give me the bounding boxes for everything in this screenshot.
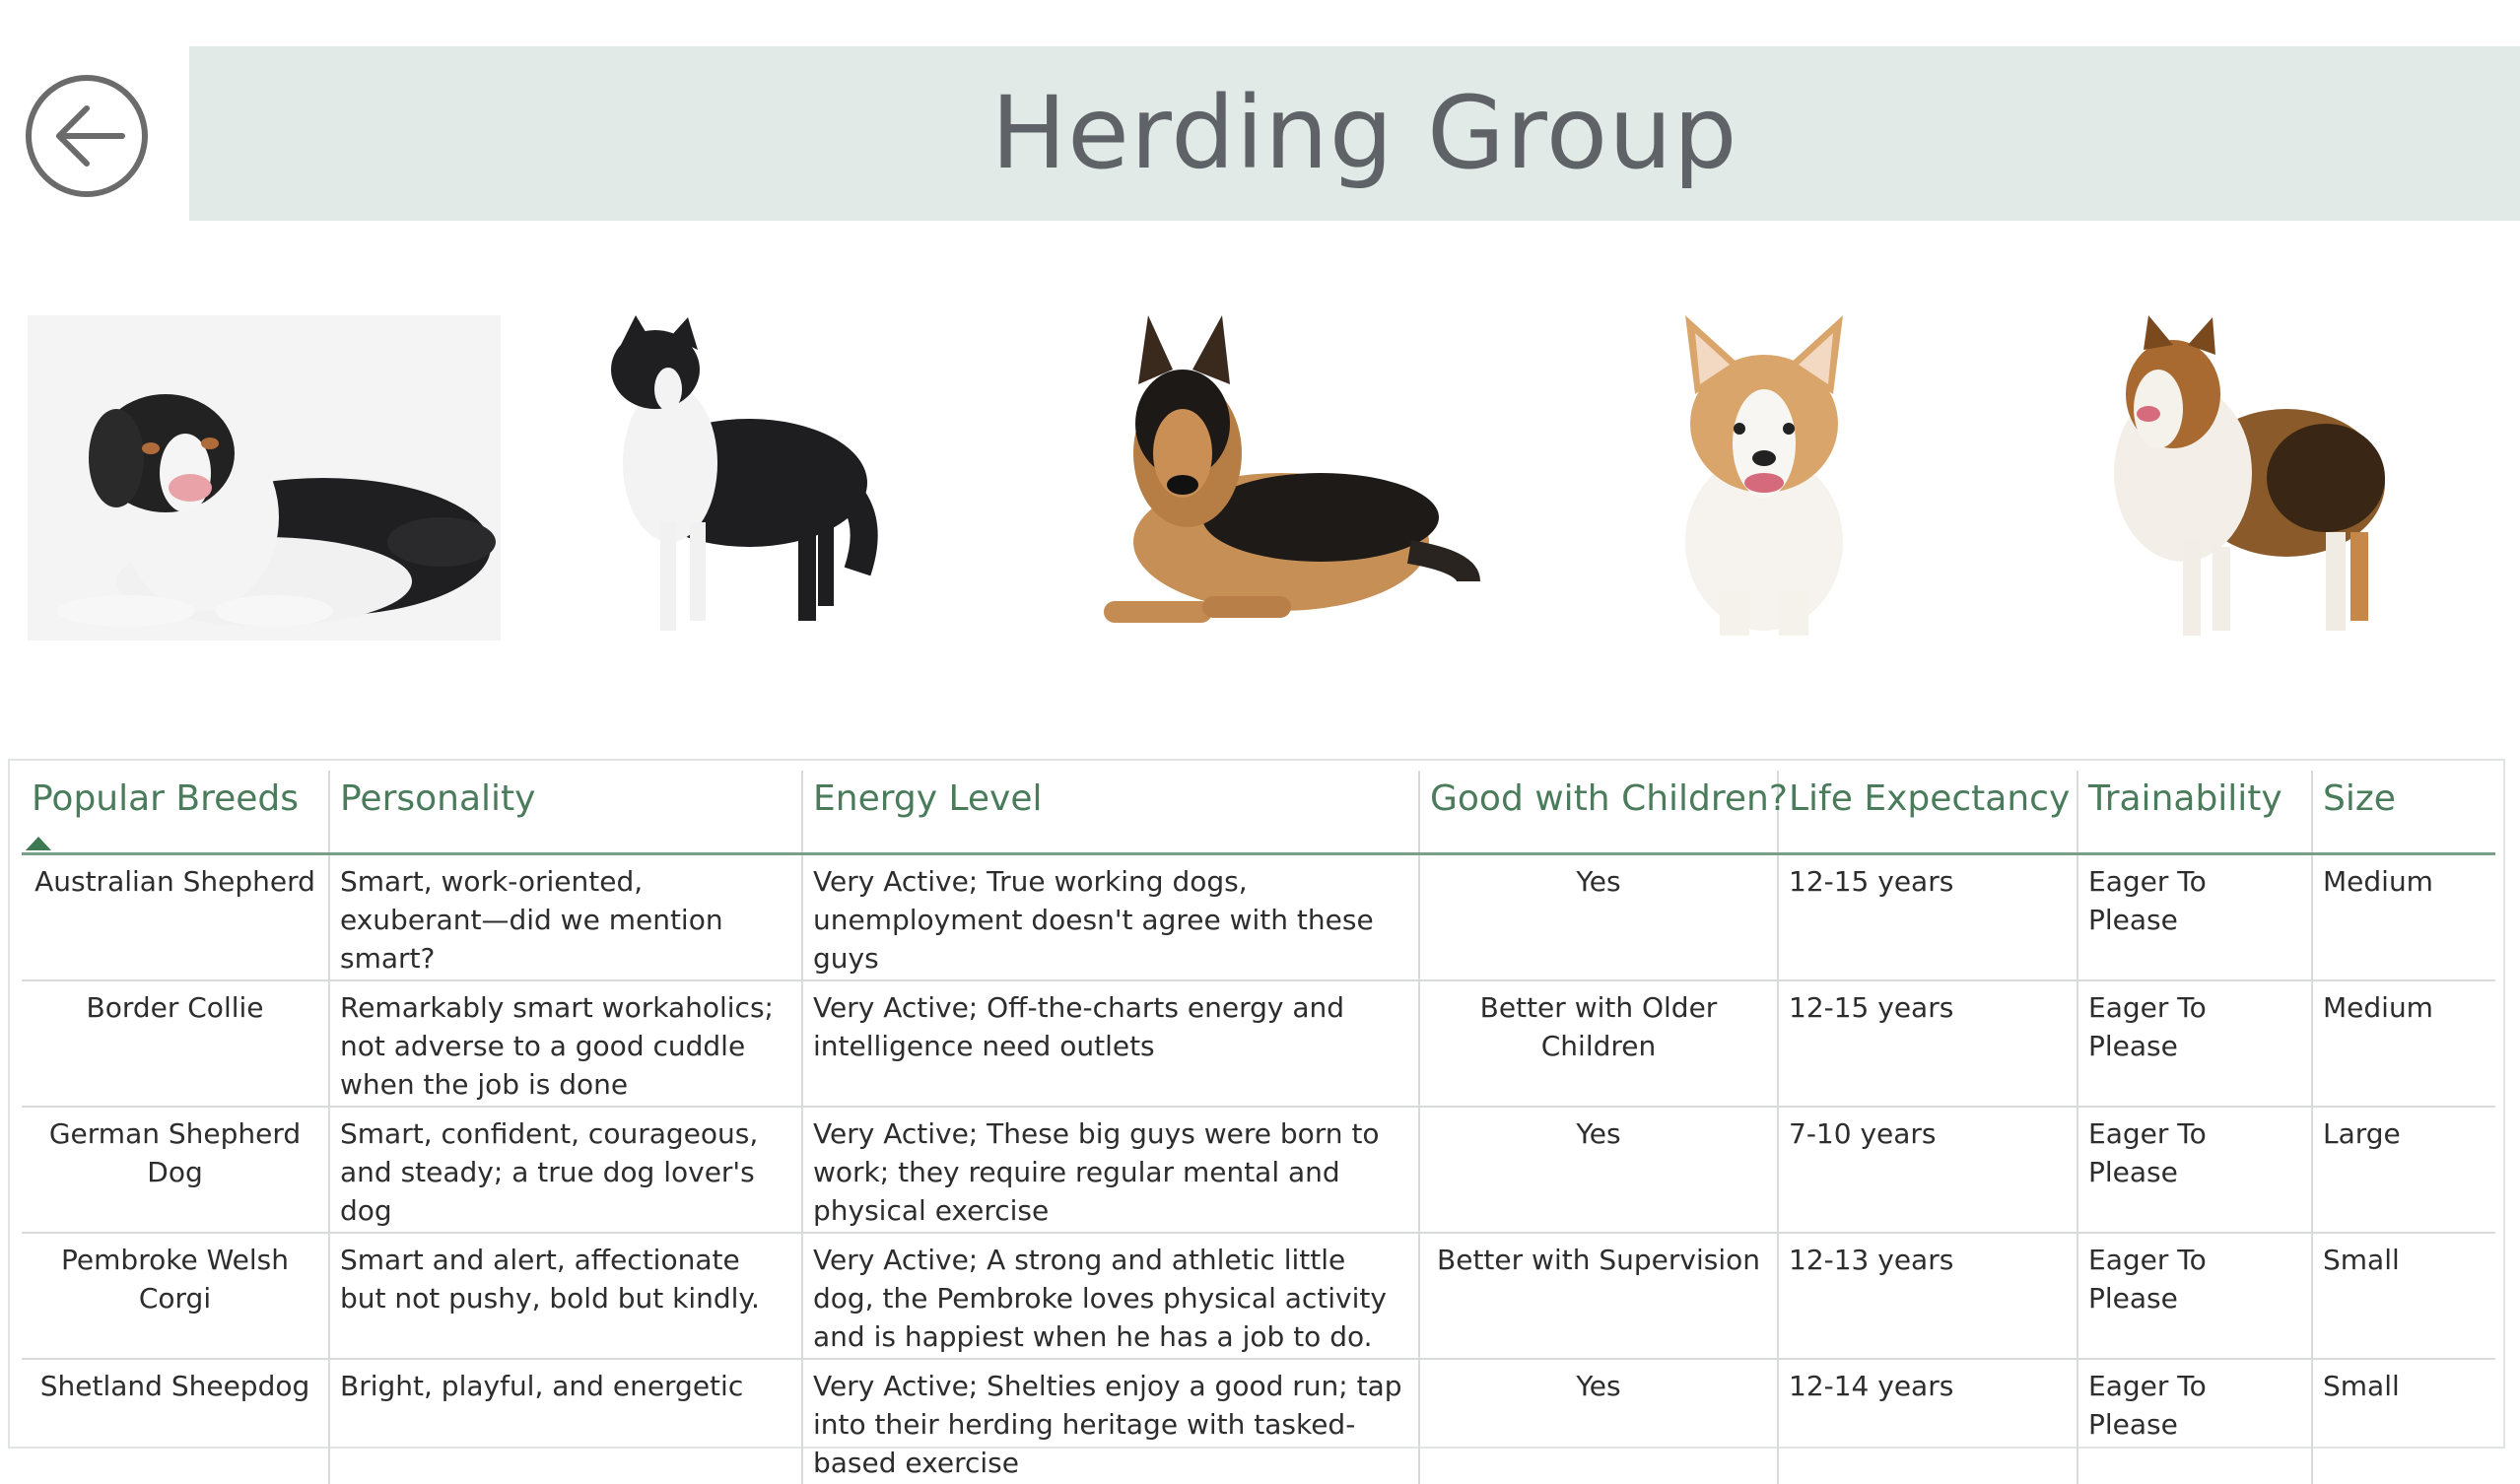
page-title: Herding Group bbox=[990, 75, 1738, 192]
dog-photo-pembroke-welsh-corgi bbox=[1656, 315, 1873, 641]
cell-breed: Australian Shepherd bbox=[22, 853, 329, 980]
column-header-label: Personality bbox=[340, 778, 536, 819]
cell-trainability: Eager To Please bbox=[2077, 853, 2312, 980]
dog-photo-german-shepherd bbox=[1084, 315, 1478, 641]
breed-table bbox=[22, 771, 2495, 1484]
cell-energy-level: Very Active; Shelties enjoy a good run; tap into their herding heritage with tasked-based exercise bbox=[802, 1359, 1419, 1484]
back-button[interactable] bbox=[24, 73, 150, 199]
column-header-popular-breeds[interactable] bbox=[22, 771, 329, 853]
table-row[interactable] bbox=[22, 980, 2495, 1107]
cell-good-with-children: Yes bbox=[1419, 1359, 1778, 1484]
cell-trainability: Eager To Please bbox=[2077, 1107, 2312, 1233]
sort-ascending-icon bbox=[26, 837, 51, 850]
column-header-life-expectancy[interactable] bbox=[1778, 771, 2077, 853]
title-banner bbox=[189, 46, 2520, 221]
cell-energy-level: Very Active; These big guys were born to work; they require regular mental and physical exercise bbox=[802, 1107, 1419, 1233]
table-row[interactable] bbox=[22, 853, 2495, 980]
column-header-trainability[interactable] bbox=[2077, 771, 2312, 853]
breed-table-panel bbox=[8, 759, 2505, 1479]
table-row[interactable] bbox=[22, 1359, 2495, 1484]
cell-life-expectancy: 12-15 years bbox=[1778, 980, 2077, 1107]
column-header-label: Good with Children? bbox=[1430, 778, 1788, 819]
column-header-label: Energy Level bbox=[813, 778, 1043, 819]
cell-life-expectancy: 12-15 years bbox=[1778, 853, 2077, 980]
cell-breed: Pembroke Welsh Corgi bbox=[22, 1233, 329, 1359]
column-header-label: Size bbox=[2323, 778, 2396, 819]
column-header-energy-level[interactable] bbox=[802, 771, 1419, 853]
dog-photo-border-collie bbox=[522, 315, 897, 641]
cell-good-with-children: Better with Supervision bbox=[1419, 1233, 1778, 1359]
cell-good-with-children: Yes bbox=[1419, 853, 1778, 980]
table-header-row bbox=[22, 771, 2495, 853]
cell-trainability: Eager To Please bbox=[2077, 980, 2312, 1107]
table-row[interactable] bbox=[22, 1233, 2495, 1359]
cell-trainability: Eager To Please bbox=[2077, 1233, 2312, 1359]
cell-size: Small bbox=[2323, 1369, 2400, 1402]
cell-personality: Remarkably smart workaholics; not adverse to a good cuddle when the job is done bbox=[329, 980, 802, 1107]
cell-personality: Smart and alert, affectionate but not pushy, bold but kindly. bbox=[329, 1233, 802, 1359]
cell-energy-level: Very Active; True working dogs, unemployment doesn't agree with these guys bbox=[802, 853, 1419, 980]
dog-photo-australian-shepherd bbox=[28, 315, 501, 641]
arrow-left-circle-icon bbox=[24, 73, 150, 199]
dog-photo-shetland-sheepdog bbox=[2089, 315, 2405, 641]
column-header-personality[interactable] bbox=[329, 771, 802, 853]
cell-energy-level: Very Active; A strong and athletic little dog, the Pembroke loves physical activity and is happiest when he has a job to do. bbox=[802, 1233, 1419, 1359]
cell-energy-level: Very Active; Off-the-charts energy and intelligence need outlets bbox=[802, 980, 1419, 1107]
cell-breed: Border Collie bbox=[22, 980, 329, 1107]
cell-good-with-children: Better with Older Children bbox=[1419, 980, 1778, 1107]
cell-size: Large bbox=[2312, 1107, 2495, 1233]
cell-breed: Shetland Sheepdog bbox=[22, 1359, 329, 1484]
cell-trainability: Eager To Please bbox=[2077, 1359, 2312, 1484]
cell-size: Small bbox=[2312, 1233, 2495, 1359]
cell-size: Medium bbox=[2312, 853, 2495, 980]
breed-gallery bbox=[0, 315, 2520, 650]
table-row[interactable] bbox=[22, 1107, 2495, 1233]
cell-size: Medium bbox=[2312, 980, 2495, 1107]
cell-personality: Smart, confident, courageous, and steady; a true dog lover's dog bbox=[329, 1107, 802, 1233]
cell-breed: German Shepherd Dog bbox=[22, 1107, 329, 1233]
cell-personality: Smart, work-oriented, exuberant—did we mention smart? bbox=[329, 853, 802, 980]
cell-life-expectancy: 7-10 years bbox=[1778, 1107, 2077, 1233]
column-header-size[interactable] bbox=[2312, 771, 2495, 853]
cell-life-expectancy: 12-13 years bbox=[1778, 1233, 2077, 1359]
cell-personality: Bright, playful, and energetic bbox=[329, 1359, 802, 1484]
column-header-label: Trainability bbox=[2088, 778, 2282, 819]
column-header-label: Popular Breeds bbox=[32, 778, 300, 819]
column-header-good-with-children[interactable] bbox=[1419, 771, 1788, 853]
cell-good-with-children: Yes bbox=[1419, 1107, 1778, 1233]
cell-life-expectancy: 12-14 years bbox=[1778, 1359, 2077, 1484]
column-header-label: Life Expectancy bbox=[1789, 778, 2071, 819]
